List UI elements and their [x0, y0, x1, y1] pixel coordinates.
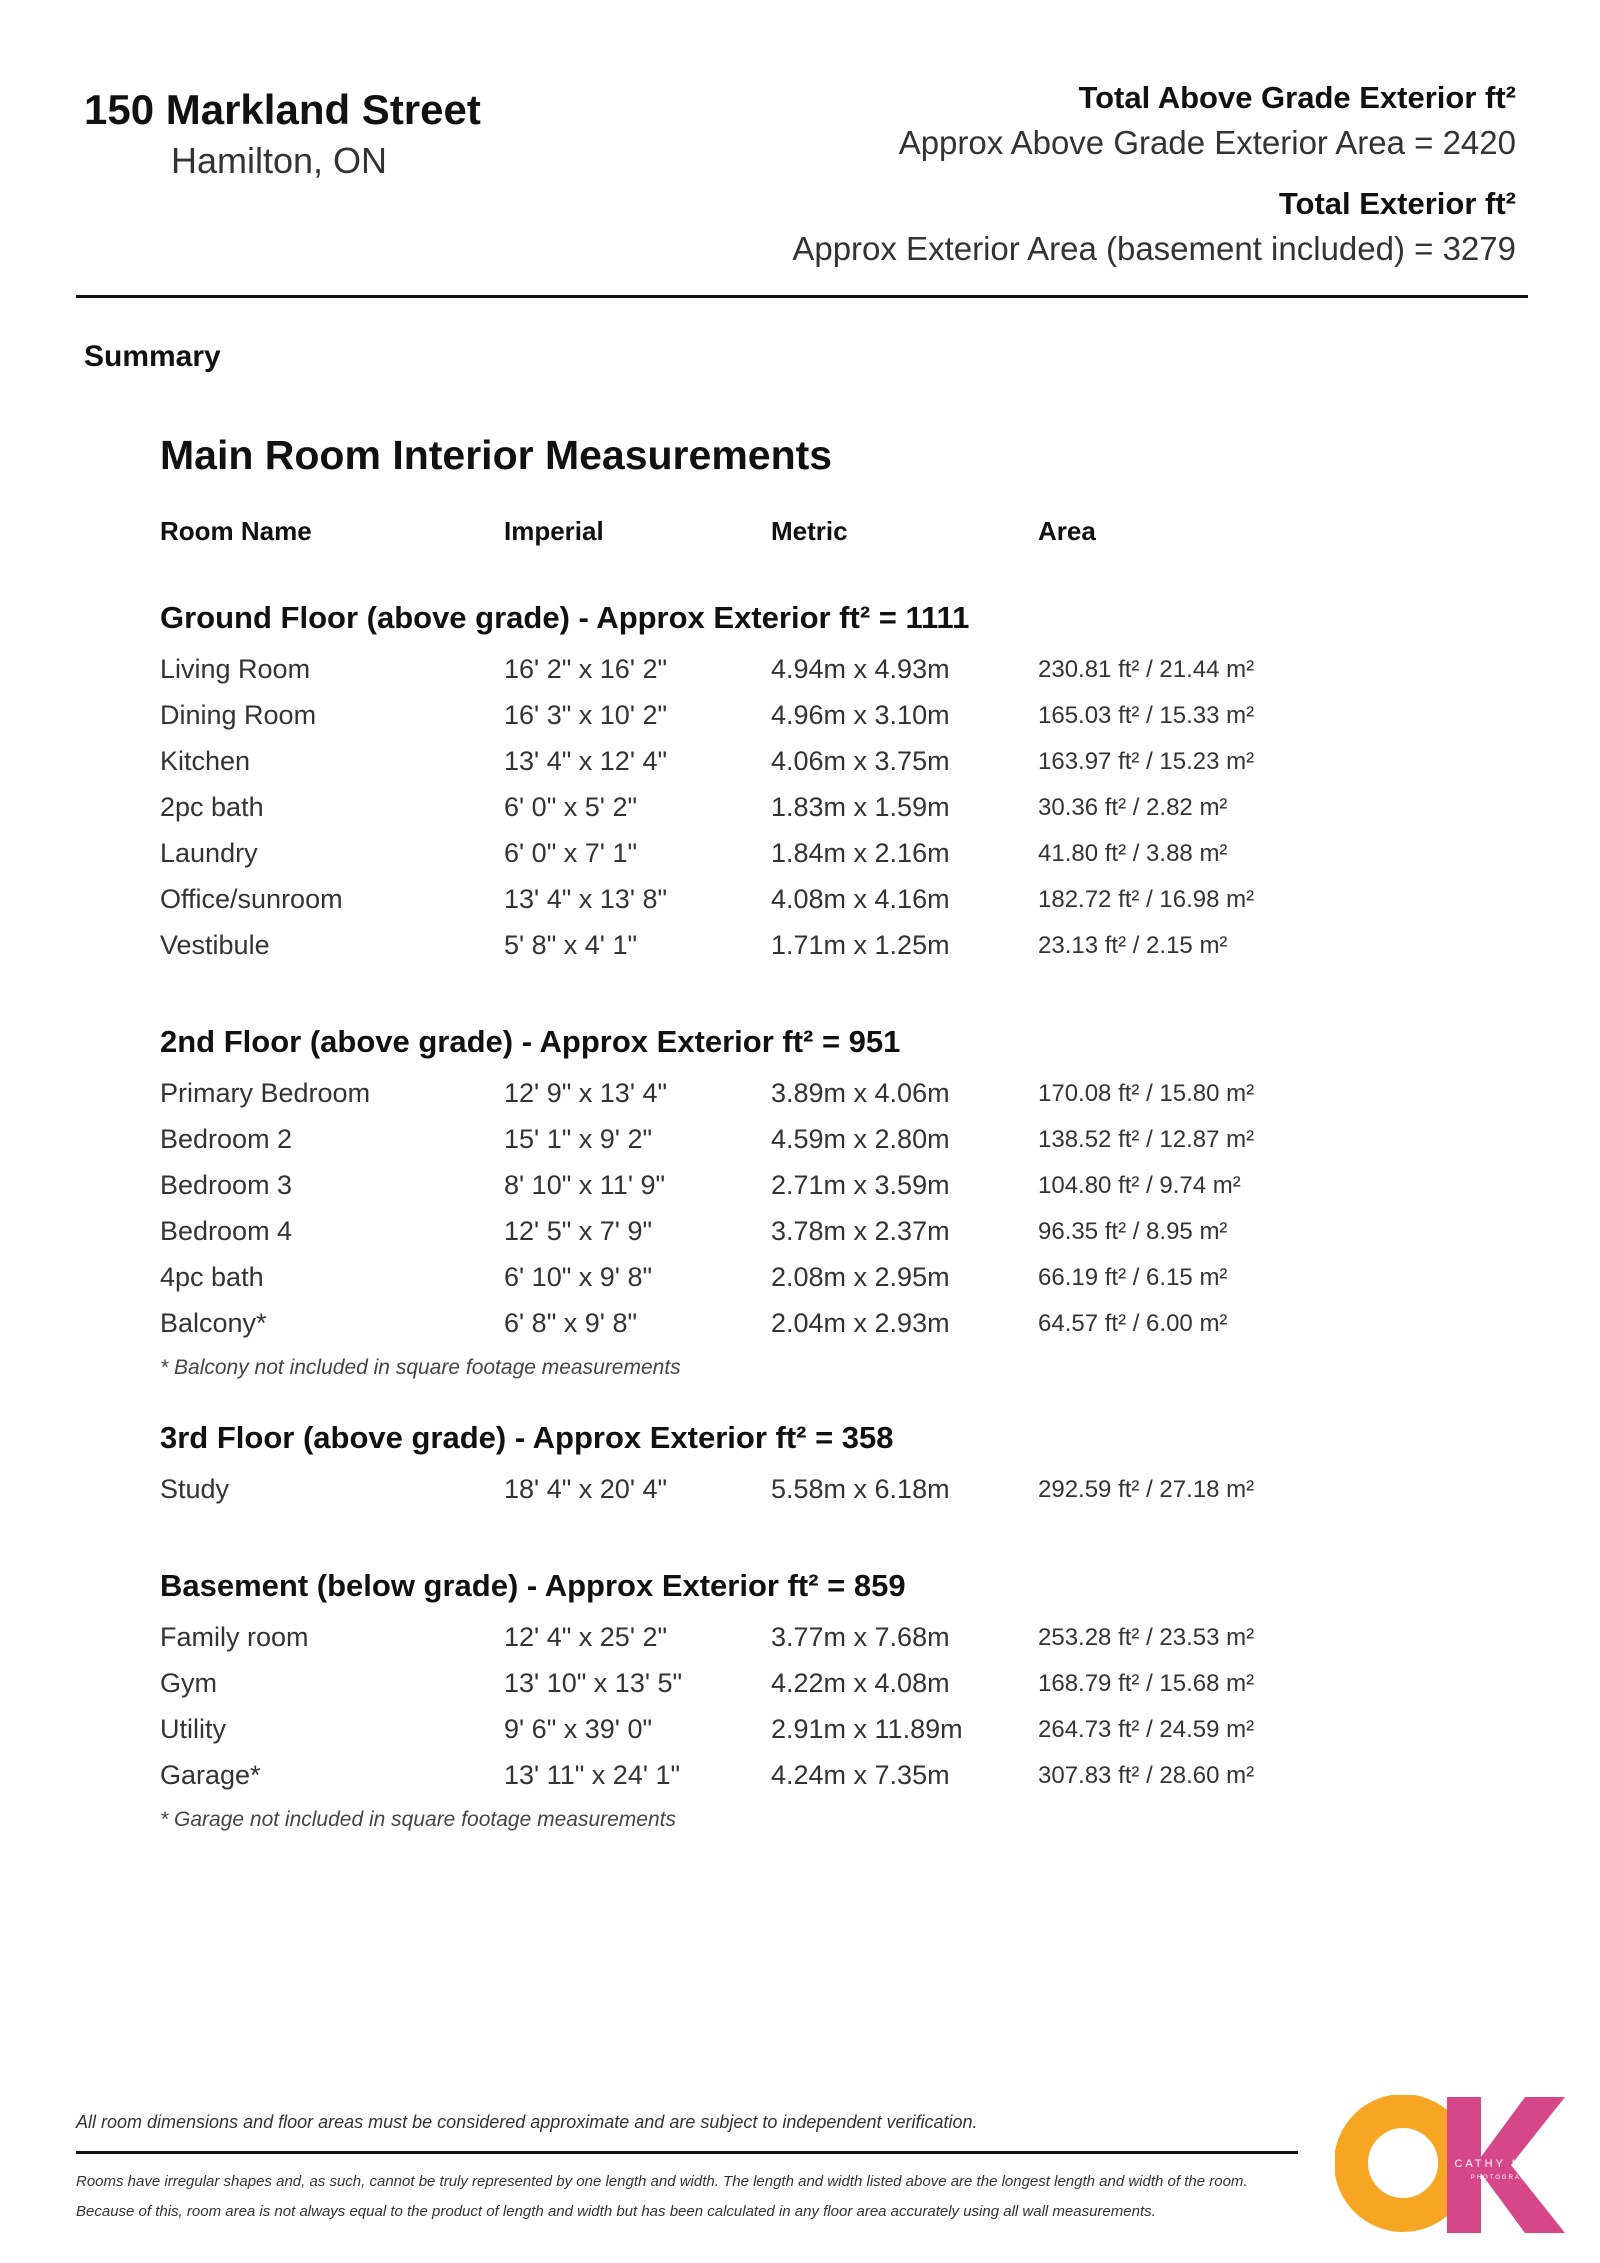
room-name: Primary Bedroom [160, 1078, 371, 1108]
floor-spacer [160, 1520, 1360, 1544]
footer-disclaimer: All room dimensions and floor areas must be considered approximate and are subject to independent verification. [76, 2112, 978, 2132]
room-area: 307.83 ft² / 28.60 m² [1038, 1762, 1255, 1789]
room-name: Bedroom 4 [160, 1216, 293, 1246]
table-row [160, 792, 1360, 838]
imperial-dimensions: 13' 11" x 24' 1" [504, 1760, 681, 1790]
total-exterior-value: Approx Exterior Area (basement included) = 3279 [792, 230, 1516, 267]
metric-dimensions: 2.08m x 2.95m [771, 1262, 950, 1292]
room-name: Kitchen [160, 746, 251, 776]
above-grade-title: Total Above Grade Exterior ft² [1078, 80, 1516, 115]
footer-divider [76, 2151, 1298, 2154]
room-name: Laundry [160, 838, 258, 868]
imperial-dimensions: 5' 8" x 4' 1" [504, 930, 638, 960]
imperial-dimensions: 12' 5" x 7' 9" [504, 1216, 653, 1246]
imperial-dimensions: 12' 9" x 13' 4" [504, 1078, 668, 1108]
metric-dimensions: 1.71m x 1.25m [771, 930, 950, 960]
floor-title: Ground Floor (above grade) - Approx Exterior ft² = 1111 [160, 600, 970, 635]
metric-dimensions: 2.71m x 3.59m [771, 1170, 950, 1200]
table-row [160, 1124, 1360, 1170]
metric-dimensions: 3.89m x 4.06m [771, 1078, 950, 1108]
imperial-dimensions: 15' 1" x 9' 2" [504, 1124, 653, 1154]
metric-dimensions: 1.83m x 1.59m [771, 792, 950, 822]
floor-title: Basement (below grade) - Approx Exterior ft² = 859 [160, 1568, 906, 1603]
floor-title: 2nd Floor (above grade) - Approx Exterior ft² = 951 [160, 1024, 901, 1059]
room-name: Living Room [160, 654, 311, 684]
table-row [160, 1216, 1360, 1262]
imperial-dimensions: 6' 10" x 9' 8" [504, 1262, 653, 1292]
room-name: Utility [160, 1714, 226, 1744]
imperial-dimensions: 6' 0" x 7' 1" [504, 838, 638, 868]
room-area: 165.03 ft² / 15.33 m² [1038, 702, 1255, 729]
metric-dimensions: 3.77m x 7.68m [771, 1622, 950, 1652]
svg-text:CATHY KOOP: CATHY KOOP [1454, 2158, 1556, 2170]
table-row [160, 838, 1360, 884]
room-area: 104.80 ft² / 9.74 m² [1038, 1172, 1241, 1199]
imperial-dimensions: 12' 4" x 25' 2" [504, 1622, 668, 1652]
table-row [160, 1622, 1360, 1668]
metric-dimensions: 5.58m x 6.18m [771, 1474, 950, 1504]
room-name: Balcony* [160, 1308, 267, 1338]
room-name: Dining Room [160, 700, 317, 730]
column-header-area: Area [1038, 516, 1096, 546]
metric-dimensions: 3.78m x 2.37m [771, 1216, 950, 1246]
column-header-imperial: Imperial [504, 516, 604, 546]
floor-sections [160, 600, 1360, 1848]
room-area: 292.59 ft² / 27.18 m² [1038, 1476, 1255, 1503]
brand-logo [1335, 2095, 1565, 2235]
room-name: Gym [160, 1668, 217, 1698]
imperial-dimensions: 16' 3" x 10' 2" [504, 700, 668, 730]
room-area: 163.97 ft² / 15.23 m² [1038, 748, 1255, 775]
room-area: 96.35 ft² / 8.95 m² [1038, 1218, 1228, 1245]
table-row [160, 746, 1360, 792]
room-area: 64.57 ft² / 6.00 m² [1038, 1310, 1228, 1337]
metric-dimensions: 1.84m x 2.16m [771, 838, 950, 868]
room-area: 41.80 ft² / 3.88 m² [1038, 840, 1228, 867]
imperial-dimensions: 6' 8" x 9' 8" [504, 1308, 638, 1338]
table-row [160, 700, 1360, 746]
room-name: Bedroom 3 [160, 1170, 293, 1200]
floor-spacer [160, 976, 1360, 1000]
table-row [160, 1308, 1360, 1354]
footer-note-line1: Rooms have irregular shapes and, as such, cannot be truly represented by one length and width. The length and width listed above are the longest length and width of the room. [76, 2173, 1248, 2190]
room-name: Bedroom 2 [160, 1124, 293, 1154]
room-name: 2pc bath [160, 792, 264, 822]
summary-label: Summary [84, 340, 221, 373]
imperial-dimensions: 18' 4" x 20' 4" [504, 1474, 668, 1504]
table-header [160, 516, 1360, 576]
table-row [160, 1714, 1360, 1760]
table-row [160, 1170, 1360, 1216]
table-row [160, 1474, 1360, 1520]
room-name: Study [160, 1474, 230, 1504]
column-header-metric: Metric [771, 516, 848, 546]
imperial-dimensions: 6' 0" x 5' 2" [504, 792, 638, 822]
room-area: 30.36 ft² / 2.82 m² [1038, 794, 1228, 821]
table-row [160, 1262, 1360, 1308]
room-name: Office/sunroom [160, 884, 343, 914]
room-area: 66.19 ft² / 6.15 m² [1038, 1264, 1228, 1291]
metric-dimensions: 4.06m x 3.75m [771, 746, 950, 776]
table-row [160, 884, 1360, 930]
room-name: Family room [160, 1622, 309, 1652]
measurements-table [160, 516, 1360, 1848]
table-row [160, 1668, 1360, 1714]
metric-dimensions: 4.94m x 4.93m [771, 654, 950, 684]
table-row [160, 930, 1360, 976]
metric-dimensions: 4.59m x 2.80m [771, 1124, 950, 1154]
imperial-dimensions: 9' 6" x 39' 0" [504, 1714, 653, 1744]
imperial-dimensions: 13' 4" x 12' 4" [504, 746, 668, 776]
room-area: 23.13 ft² / 2.15 m² [1038, 932, 1228, 959]
room-area: 170.08 ft² / 15.80 m² [1038, 1080, 1255, 1107]
svg-text:PHOTOGRAPHY: PHOTOGRAPHY [1470, 2175, 1540, 2181]
metric-dimensions: 4.08m x 4.16m [771, 884, 950, 914]
column-header-room-name: Room Name [160, 516, 312, 546]
imperial-dimensions: 13' 4" x 13' 8" [504, 884, 668, 914]
footer-note-line2: Because of this, room area is not always equal to the product of length and width but has been calculated in any floor area accurately using all wall measurements. [76, 2203, 1156, 2220]
floor-note: * Balcony not included in square footage measurements [160, 1356, 681, 1379]
room-area: 230.81 ft² / 21.44 m² [1038, 656, 1255, 683]
metric-dimensions: 2.04m x 2.93m [771, 1308, 950, 1338]
property-city: Hamilton, ON [171, 140, 388, 181]
table-row [160, 1078, 1360, 1124]
total-exterior-title: Total Exterior ft² [1278, 186, 1516, 221]
metric-dimensions: 4.96m x 3.10m [771, 700, 950, 730]
ok-logo-icon [1335, 2095, 1565, 2235]
table-row [160, 654, 1360, 700]
imperial-dimensions: 8' 10" x 11' 9" [504, 1170, 666, 1200]
table-row [160, 1760, 1360, 1806]
room-name: 4pc bath [160, 1262, 264, 1292]
room-area: 168.79 ft² / 15.68 m² [1038, 1670, 1255, 1697]
metric-dimensions: 4.24m x 7.35m [771, 1760, 950, 1790]
room-area: 264.73 ft² / 24.59 m² [1038, 1716, 1255, 1743]
imperial-dimensions: 13' 10" x 13' 5" [504, 1668, 683, 1698]
room-name: Garage* [160, 1760, 261, 1790]
room-area: 182.72 ft² / 16.98 m² [1038, 886, 1255, 913]
property-street: 150 Markland Street [84, 86, 481, 133]
above-grade-value: Approx Above Grade Exterior Area = 2420 [898, 124, 1516, 161]
room-area: 253.28 ft² / 23.53 m² [1038, 1624, 1255, 1651]
room-name: Vestibule [160, 930, 270, 960]
main-title: Main Room Interior Measurements [160, 432, 833, 478]
room-area: 138.52 ft² / 12.87 m² [1038, 1126, 1255, 1153]
header-divider [76, 295, 1528, 298]
floor-title: 3rd Floor (above grade) - Approx Exterior ft² = 358 [160, 1420, 894, 1455]
metric-dimensions: 2.91m x 11.89m [771, 1714, 963, 1744]
metric-dimensions: 4.22m x 4.08m [771, 1668, 950, 1698]
imperial-dimensions: 16' 2" x 16' 2" [504, 654, 668, 684]
floor-note: * Garage not included in square footage measurements [160, 1808, 676, 1831]
